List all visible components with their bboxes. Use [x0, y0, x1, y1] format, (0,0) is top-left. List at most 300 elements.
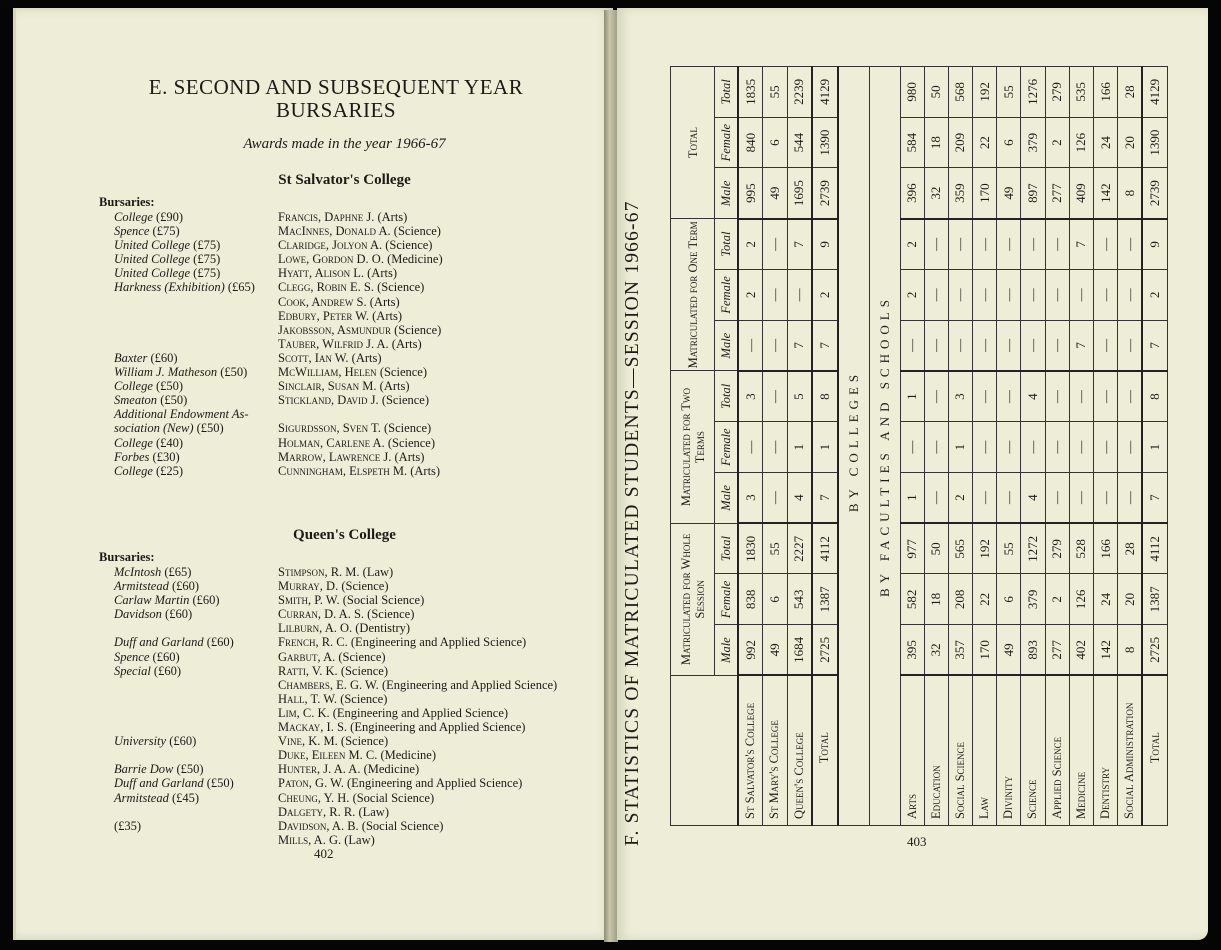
- table-cell: —: [763, 371, 787, 422]
- bursary-entry: [114, 323, 594, 337]
- bursary-entry: [114, 762, 594, 776]
- award-amount: (£75): [193, 238, 221, 253]
- table-cell: —: [1021, 320, 1045, 371]
- row-label-text: St Mary's College: [767, 720, 782, 819]
- holder-name: Francis, Daphne J.: [278, 210, 375, 224]
- table-cell: 24: [1093, 574, 1117, 625]
- award-amount: (£40): [156, 435, 184, 450]
- bursary-entry: [114, 365, 594, 379]
- table-cell: 1: [812, 422, 838, 473]
- label-header: [671, 676, 739, 826]
- bursary-holder: [270, 720, 594, 734]
- award-title: Duff and Garland: [114, 635, 204, 650]
- row-label-text: St Salvator's College: [743, 702, 758, 819]
- bursary-entry: [114, 593, 594, 607]
- table-cell: 2: [1045, 117, 1069, 168]
- award-amount: (£50): [160, 393, 188, 408]
- bursary-holder: [270, 833, 594, 847]
- holder-name: French, R. C.: [278, 635, 348, 650]
- award-name: [114, 791, 270, 805]
- holder-name: Lilburn, A. O.: [278, 621, 353, 636]
- holder-faculty: (Science): [384, 421, 432, 436]
- award-name: [114, 678, 270, 692]
- table-cell: —: [738, 422, 763, 473]
- section-band: [838, 67, 870, 826]
- table-cell: 7: [812, 473, 838, 524]
- award-amount: (£65): [227, 280, 255, 295]
- award-title: Duff and Garland: [114, 776, 204, 791]
- holder-faculty: (Engineering and Applied Science): [381, 677, 558, 692]
- bursary-entry: [114, 565, 594, 579]
- award-amount: (£90): [156, 210, 184, 224]
- award-name: [114, 762, 270, 776]
- award-name: [114, 621, 270, 635]
- row-label: [763, 676, 787, 826]
- table-cell: 8: [812, 371, 838, 422]
- table-cell: —: [997, 219, 1021, 270]
- row-label-text: Total: [1147, 732, 1162, 764]
- table-title: F. STATISTICS OF MATRICULATED STUDENTS—SESSION 1966-67: [622, 200, 643, 846]
- group-header: Total: [671, 67, 715, 219]
- award-amount: (£60): [153, 663, 181, 678]
- total-row: [812, 67, 838, 826]
- table-cell: —: [997, 371, 1021, 422]
- holder-faculty: (Medicine): [380, 748, 437, 763]
- award-title: University: [114, 734, 167, 749]
- award-name: [114, 210, 270, 224]
- table-row: [1021, 67, 1045, 826]
- award-title: McIntosh: [114, 565, 162, 579]
- table-cell: 4: [1021, 371, 1045, 422]
- bursary-entry: [114, 635, 594, 649]
- award-name: [114, 323, 270, 337]
- award-title: Forbes: [114, 449, 150, 464]
- table-cell: 6: [997, 574, 1021, 625]
- bursary-holder: [270, 421, 594, 435]
- left-page: [13, 8, 613, 940]
- bursary-holder: [270, 607, 594, 621]
- section-label: [869, 67, 900, 826]
- row-label: [1118, 676, 1143, 826]
- bursary-holder: [270, 579, 594, 593]
- award-amount: (£25): [156, 463, 184, 478]
- holder-name: Hunter, J. A. A.: [278, 762, 361, 777]
- table-cell: 1276: [1021, 67, 1045, 118]
- table-row: [763, 67, 787, 826]
- holder-faculty: (Arts): [410, 463, 441, 478]
- table-cell: 192: [973, 67, 997, 118]
- bursary-entry: [114, 210, 594, 224]
- table-cell: 582: [900, 574, 924, 625]
- table-cell: 980: [900, 67, 924, 118]
- row-label: [1045, 676, 1069, 826]
- row-label: [973, 676, 997, 826]
- statistics-table-rotated: [670, 66, 1168, 826]
- award-title: Baxter: [114, 350, 148, 365]
- award-name: [114, 450, 270, 464]
- award-name: [114, 664, 270, 678]
- award-amount: (£75): [193, 266, 221, 281]
- award-name: [114, 776, 270, 790]
- award-name: [114, 238, 270, 252]
- bursary-entry: [114, 295, 594, 309]
- award-amount: (£50): [176, 762, 204, 777]
- sub-column-header: Total: [715, 219, 739, 270]
- award-name: [114, 748, 270, 762]
- bursary-holder: [270, 210, 594, 224]
- award-title: College: [114, 435, 153, 450]
- holder-faculty: (Science): [367, 607, 415, 622]
- holder-name: Dalgety, R. R.: [278, 804, 356, 819]
- table-cell: 544: [787, 117, 812, 168]
- bursary-entry: [114, 692, 594, 706]
- sub-column-header: Total: [715, 371, 739, 422]
- holder-name: Hall, T. W.: [278, 691, 338, 706]
- bursary-holder: [270, 407, 594, 421]
- table-row: [900, 67, 924, 826]
- row-label-text: Science: [1025, 779, 1040, 819]
- row-label-text: Divinity: [1001, 775, 1016, 819]
- table-cell: 49: [763, 168, 787, 219]
- award-name: [114, 706, 270, 720]
- bursary-holder: [270, 450, 594, 464]
- table-cell: 170: [973, 625, 997, 676]
- table-row: [948, 67, 972, 826]
- award-amount: (£75): [152, 224, 180, 239]
- bursary-entry: [114, 464, 594, 478]
- holder-faculty: (Engineering and Applied Science): [332, 705, 509, 720]
- bursary-entry: [114, 650, 594, 664]
- table-cell: —: [1069, 270, 1093, 321]
- table-cell: 2: [1045, 574, 1069, 625]
- holder-name: McWilliam, Helen: [278, 365, 377, 380]
- bursary-holder: [270, 791, 594, 805]
- table-cell: —: [948, 270, 972, 321]
- table-cell: —: [973, 371, 997, 422]
- bursary-entry: [114, 748, 594, 762]
- holder-name: Marrow, Lawrence J.: [278, 449, 392, 464]
- table-cell: —: [997, 422, 1021, 473]
- table-cell: —: [973, 270, 997, 321]
- table-cell: —: [1021, 422, 1045, 473]
- holder-name: Murray, D.: [278, 579, 339, 594]
- award-amount: (£60): [165, 607, 193, 622]
- holder-name: Lowe, Gordon D. O.: [278, 252, 384, 267]
- award-amount: (£45): [171, 790, 200, 805]
- holder-name: Mackay, I. S.: [278, 720, 348, 735]
- holder-faculty: (Arts): [391, 336, 422, 351]
- table-cell: 1387: [812, 574, 838, 625]
- holder-name: Lim, C. K.: [278, 705, 330, 720]
- table-cell: —: [1069, 422, 1093, 473]
- page-number: 403: [907, 834, 927, 849]
- holder-name: Duke, Eileen M. C.: [278, 748, 378, 763]
- row-label: [1069, 676, 1093, 826]
- table-row: [787, 67, 812, 826]
- table-cell: 50: [924, 67, 948, 118]
- bursary-entry: [114, 776, 594, 790]
- table-cell: 142: [1093, 625, 1117, 676]
- table-cell: 9: [812, 219, 838, 270]
- holder-faculty: (Science): [340, 663, 389, 678]
- bursary-holder: [270, 309, 594, 323]
- table-cell: 6: [763, 574, 787, 625]
- holder-faculty: (Science): [338, 649, 386, 664]
- table-cell: —: [1118, 473, 1143, 524]
- award-title: William J. Matheson: [114, 365, 218, 380]
- holder-faculty: (Social Science): [352, 790, 435, 805]
- table-row: [924, 67, 948, 826]
- section-title: E. SECOND AND SUBSEQUENT YEAR BURSARIES: [148, 75, 524, 122]
- table-cell: —: [1093, 422, 1117, 473]
- table-cell: 402: [1069, 625, 1093, 676]
- table-cell: 4129: [1142, 67, 1167, 118]
- table-cell: 208: [948, 574, 972, 625]
- table-cell: —: [1021, 270, 1045, 321]
- row-label-text: Social Administration: [1122, 702, 1137, 819]
- table-cell: 1: [787, 422, 812, 473]
- bursary-holder: [270, 621, 594, 635]
- table-cell: 209: [948, 117, 972, 168]
- table-cell: 8: [1118, 168, 1143, 219]
- table-cell: —: [1118, 422, 1143, 473]
- table-cell: 1390: [812, 117, 838, 168]
- award-name: [114, 565, 270, 579]
- holder-faculty: (Arts): [351, 350, 382, 365]
- award-name: [114, 607, 270, 621]
- table-cell: 3: [738, 371, 763, 422]
- table-cell: 55: [997, 523, 1021, 574]
- holder-faculty: (Arts): [372, 308, 402, 323]
- table-cell: —: [763, 473, 787, 524]
- table-cell: 1: [900, 371, 924, 422]
- table-cell: 977: [900, 523, 924, 574]
- award-title: Spence: [114, 224, 150, 239]
- holder-faculty: (Science): [340, 734, 389, 749]
- bursary-holder: [270, 351, 594, 365]
- table-cell: 2: [1142, 270, 1167, 321]
- bursary-entry: [114, 224, 594, 238]
- award-amount: (£30): [152, 449, 180, 464]
- bursary-entry: [114, 351, 594, 365]
- table-cell: —: [973, 473, 997, 524]
- award-title: Harkness (Exhibition): [114, 280, 225, 295]
- bursary-entry: [114, 805, 594, 819]
- table-cell: —: [948, 219, 972, 270]
- award-amount: (£35): [114, 818, 142, 833]
- sub-column-header: Male: [715, 320, 739, 371]
- award-amount: (£60): [206, 635, 234, 650]
- award-title: Spence: [114, 649, 150, 664]
- table-cell: 7: [787, 219, 812, 270]
- table-cell: —: [973, 320, 997, 371]
- table-cell: 277: [1045, 168, 1069, 219]
- table-cell: 395: [900, 625, 924, 676]
- page-number: 402: [314, 846, 334, 861]
- holder-name: Tauber, Wilfrid J. A.: [278, 336, 389, 351]
- holder-faculty: (Arts): [369, 294, 400, 309]
- bursary-holder: [270, 805, 594, 819]
- award-name: [114, 379, 270, 393]
- table-cell: 528: [1069, 523, 1093, 574]
- award-title: Additional Endowment As-: [114, 407, 249, 422]
- bursaries-label: Bursaries:: [99, 550, 155, 564]
- holder-faculty: (Science): [387, 435, 436, 450]
- holder-faculty: (Social Science): [361, 818, 444, 833]
- award-amount: (£60): [152, 649, 180, 664]
- table-cell: 18: [924, 574, 948, 625]
- table-cell: 55: [763, 523, 787, 574]
- table-cell: 359: [948, 168, 972, 219]
- table-cell: 995: [738, 168, 763, 219]
- table-cell: 1272: [1021, 523, 1045, 574]
- bursary-entry: [114, 280, 594, 294]
- holder-name: Cunningham, Elspeth M.: [278, 463, 408, 478]
- table-cell: 22: [973, 117, 997, 168]
- award-title: sociation (New): [114, 421, 194, 436]
- holder-name: Mills, A. G.: [278, 832, 342, 847]
- table-row: [1045, 67, 1069, 826]
- table-cell: 20: [1118, 117, 1143, 168]
- table-cell: 1684: [787, 625, 812, 676]
- table-cell: 8: [1118, 625, 1143, 676]
- table-cell: 568: [948, 67, 972, 118]
- table-cell: 8: [1142, 371, 1167, 422]
- bursary-holder: [270, 706, 594, 720]
- table-cell: 142: [1093, 168, 1117, 219]
- bursary-holder: [270, 393, 594, 407]
- table-cell: 584: [900, 117, 924, 168]
- holder-name: Paton, G. W.: [278, 776, 344, 791]
- award-name: [114, 266, 270, 280]
- holder-name: Cook, Andrew S.: [278, 294, 367, 309]
- bursary-holder: [270, 464, 594, 478]
- award-name: [114, 421, 270, 435]
- holder-name: Smith, P. W.: [278, 593, 340, 608]
- table-cell: 5: [787, 371, 812, 422]
- row-label-text: Dentistry: [1098, 766, 1112, 819]
- award-amount: (£60): [192, 593, 220, 608]
- row-label-text: Total: [817, 732, 832, 764]
- holder-name: Curran, D. A. S.: [278, 607, 365, 622]
- table-cell: 1387: [1142, 574, 1167, 625]
- table-cell: —: [1093, 473, 1117, 524]
- table-cell: —: [1069, 371, 1093, 422]
- bursary-holder: [270, 776, 594, 790]
- award-amount: (£50): [156, 379, 184, 394]
- table-cell: 2: [812, 270, 838, 321]
- bursary-entry: [114, 819, 594, 833]
- table-cell: 379: [1021, 574, 1045, 625]
- table-cell: —: [1045, 422, 1069, 473]
- table-cell: 279: [1045, 67, 1069, 118]
- row-label: [924, 676, 948, 826]
- table-cell: 1390: [1142, 117, 1167, 168]
- row-label-text: Queen's College: [791, 732, 806, 819]
- holder-faculty: (Medicine): [387, 252, 443, 267]
- book-gutter: [604, 10, 618, 942]
- college-heading: Queen's College: [293, 527, 396, 543]
- bursary-entry: [114, 337, 594, 351]
- table-cell: 543: [787, 574, 812, 625]
- table-cell: 32: [924, 625, 948, 676]
- table-cell: 565: [948, 523, 972, 574]
- bursary-list: [114, 210, 594, 478]
- by-faculties-label: BY FACULTIES AND SCHOOLS: [876, 295, 892, 597]
- holder-name: Scott, Ian W.: [278, 350, 349, 365]
- holder-faculty: (Engineering and Applied Science): [350, 720, 526, 735]
- holder-name: Ratti, V. K.: [278, 663, 338, 678]
- award-name: [114, 720, 270, 734]
- bursary-entry: [114, 450, 594, 464]
- sub-column-header: Female: [715, 422, 739, 473]
- row-label-text: Applied Science: [1049, 736, 1064, 819]
- row-label: [738, 676, 763, 826]
- row-label-text: Law: [977, 797, 992, 819]
- table-cell: —: [763, 422, 787, 473]
- table-row: [738, 67, 763, 826]
- row-label-text: Arts: [904, 794, 919, 819]
- table-cell: 32: [924, 168, 948, 219]
- table-cell: 126: [1069, 574, 1093, 625]
- bursary-entry: [114, 421, 594, 435]
- table-cell: 28: [1118, 523, 1143, 574]
- award-name: [114, 579, 270, 593]
- table-cell: 3: [738, 473, 763, 524]
- award-amount: (£50): [196, 421, 224, 436]
- section-band: [869, 67, 900, 826]
- holder-faculty: (Science): [341, 579, 389, 594]
- award-title: United College: [114, 252, 191, 267]
- sub-column-header: Total: [715, 67, 739, 118]
- table-cell: 893: [1021, 625, 1045, 676]
- table-cell: 2239: [787, 67, 812, 118]
- award-title: Armitstead: [114, 579, 169, 594]
- table-cell: 9: [1142, 219, 1167, 270]
- bursary-holder: [270, 295, 594, 309]
- table-cell: 1835: [738, 67, 763, 118]
- row-label: [812, 676, 838, 826]
- award-name: [114, 393, 270, 407]
- award-name: [114, 464, 270, 478]
- table-cell: 2725: [1142, 625, 1167, 676]
- holder-faculty: (Science): [381, 393, 430, 408]
- table-cell: 4129: [812, 67, 838, 118]
- table-cell: 357: [948, 625, 972, 676]
- bursary-holder: [270, 734, 594, 748]
- award-name: [114, 635, 270, 649]
- holder-faculty: (Engineering and Applied Science): [347, 776, 523, 791]
- table-cell: —: [1045, 219, 1069, 270]
- bursary-entry: [114, 579, 594, 593]
- holder-faculty: (Arts): [377, 210, 408, 224]
- holder-name: Vine, K. M.: [278, 734, 338, 749]
- row-label: [948, 676, 972, 826]
- table-cell: 7: [1142, 473, 1167, 524]
- holder-name: Sigurdsson, Sven T.: [278, 421, 381, 436]
- statistics-table: [670, 66, 1168, 826]
- holder-faculty: (Law): [344, 832, 375, 847]
- section-subtitle: Awards made in the year 1966-67: [243, 136, 446, 152]
- row-label: [997, 676, 1021, 826]
- table-cell: 18: [924, 117, 948, 168]
- sub-column-header: Male: [715, 473, 739, 524]
- table-cell: —: [900, 320, 924, 371]
- holder-name: Garbut, A.: [278, 649, 336, 664]
- holder-name: MacInnes, Donald A.: [278, 224, 391, 239]
- table-cell: 4112: [1142, 523, 1167, 574]
- table-cell: —: [973, 219, 997, 270]
